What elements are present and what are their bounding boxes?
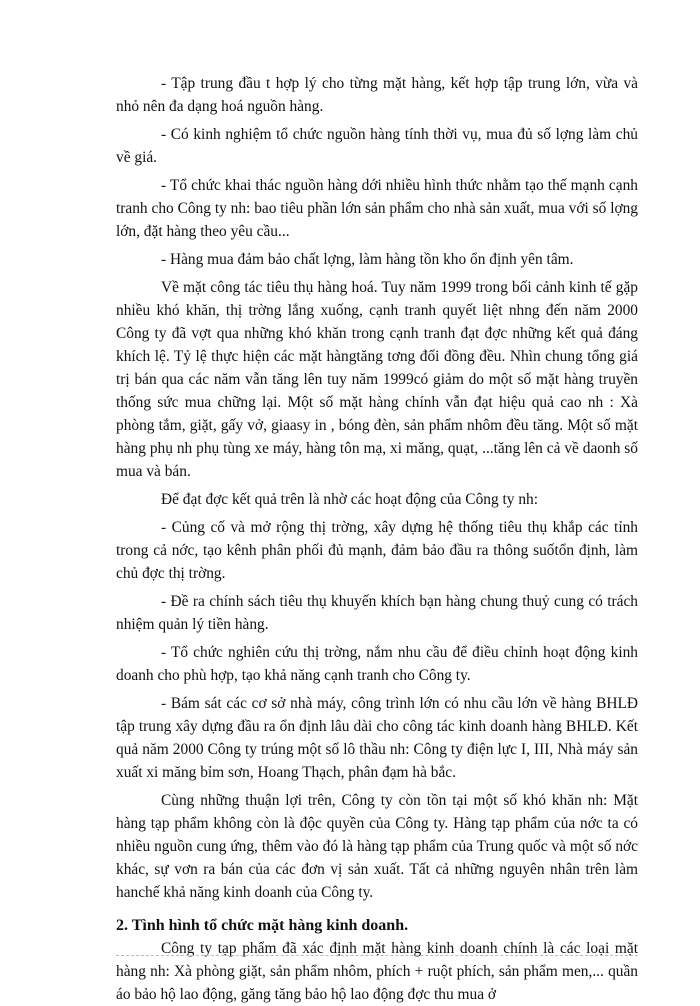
paragraph-seasonal-sourcing: - Có kinh nghiệm tổ chức nguồn hàng tính thời vụ, mua đủ số lợng làm chủ về giá. (116, 126, 638, 166)
paragraph-market-research: - Tổ chức nghiên cứu thị trờng, nắm nhu cầu để điều chỉnh hoạt động kinh doanh cho phù hợp, tạo khả năng cạnh tranh cho Công ty. (116, 644, 638, 684)
paragraph-sourcing-forms: - Tổ chức khai thác nguồn hàng dới nhiều hình thức nhằm tạo thế mạnh cạnh tranh cho Công ty nh: bao tiêu phần lớn sản phẩm cho nhà sản xuất, mua với số lợng lớn, đặt hàng theo yêu cầu... (116, 177, 638, 240)
paragraph-results-intro: Để đạt đợc kết quả trên là nhờ các hoạt động của Công ty nh: (161, 491, 538, 508)
paragraph-market-expansion: - Củng cố và mở rộng thị trờng, xây dựng hệ thống tiêu thụ khắp các tỉnh trong cả nớc, tạo kênh phân phối đủ mạnh, đảm bảo đầu ra thông suốtổn định, làm chủ đợc thị trờng. (116, 519, 638, 582)
paragraph-product-lines: Công ty tạp phẩm đã xác định mặt hàng kinh doanh chính là các loại mặt hàng nh: Xà phòng giặt, sản phẩm nhôm, phích + ruột phích, sản phẩm men,... quần áo bảo hộ lao động, găng tăng bảo hộ lao động đợc thu mua ở (116, 940, 638, 1003)
paragraph-sales-policy: - Đề ra chính sách tiêu thụ khuyến khích bạn hàng chung thuỷ cung có trách nhiệm quản lý tiền hàng. (116, 593, 638, 633)
paragraph-quality: - Hàng mua đảm bảo chất lợng, làm hàng tồn kho ổn định yên tâm. (161, 251, 574, 268)
paragraph-bhld: - Bám sát các cơ sở nhà máy, công trình lớn có nhu cầu lớn về hàng BHLĐ tập trung xây dựng đầu ra ổn định lâu dài cho công tác kinh doanh hàng BHLĐ. Kết quả năm 2000 Công ty trúng một số lô thầu nh: Công ty điện lực I, III, Nhà máy sản xuất xi măng bỉm sơn, Hoang Thạch, phân đạm hà bắc. (116, 695, 638, 781)
paragraph-difficulties: Cùng những thuận lợi trên, Công ty còn tồn tại một số khó khăn nh: Mặt hàng tạp phẩm không còn là độc quyền của Công ty. Hàng tạp phẩm của nớc ta có nhiều nguồn cung ứng, thêm vào đó là hàng tạp phẩm của Trung quốc và một số nớc khác, sự vơn ra bán của các đơn vị sản xuất. Tất cả những nguyên nhân trên làm hanchế khả năng kinh doanh của Công ty. (116, 792, 638, 901)
paragraph-sourcing-focus: - Tập trung đầu t hợp lý cho từng mặt hàng, kết hợp tập trung lớn, vừa và nhỏ nên đa dạng hoá nguồn hàng. (116, 75, 638, 115)
paragraph-sales-work: Về mặt công tác tiêu thụ hàng hoá. Tuy năm 1999 trong bối cảnh kinh tế gặp nhiều khó khăn, thị trờng lắng xuống, cạnh tranh quyết liệt nhng đến năm 2000 Công ty đã vợt qua những khó khăn trong cạnh tranh đạt đợc những kết quả đáng khích lệ. Tỷ lệ thực hiện các mặt hàngtăng tơng đối đồng đều. Nhìn chung tổng giá trị bán qua các năm vẫn tăng lên tuy năm 1999có giảm do một số mặt hàng truyền thống sức mua chững lại. Một số mặt hàng chính vẫn đạt hiệu quả cao nh : Xà phòng tắm, giặt, gấy vở, giaasy in , bóng đèn, sản phẩm nhôm đều tăng. Một số mặt hàng phụ nh phụ tùng xe máy, hàng tôn mạ, xi măng, quạt, ...tăng lên cả về daonh số mua và bán. (116, 279, 638, 480)
page-bottom-divider (116, 955, 638, 956)
section-heading: 2. Tình hình tổ chức mặt hàng kinh doanh. (116, 917, 409, 934)
